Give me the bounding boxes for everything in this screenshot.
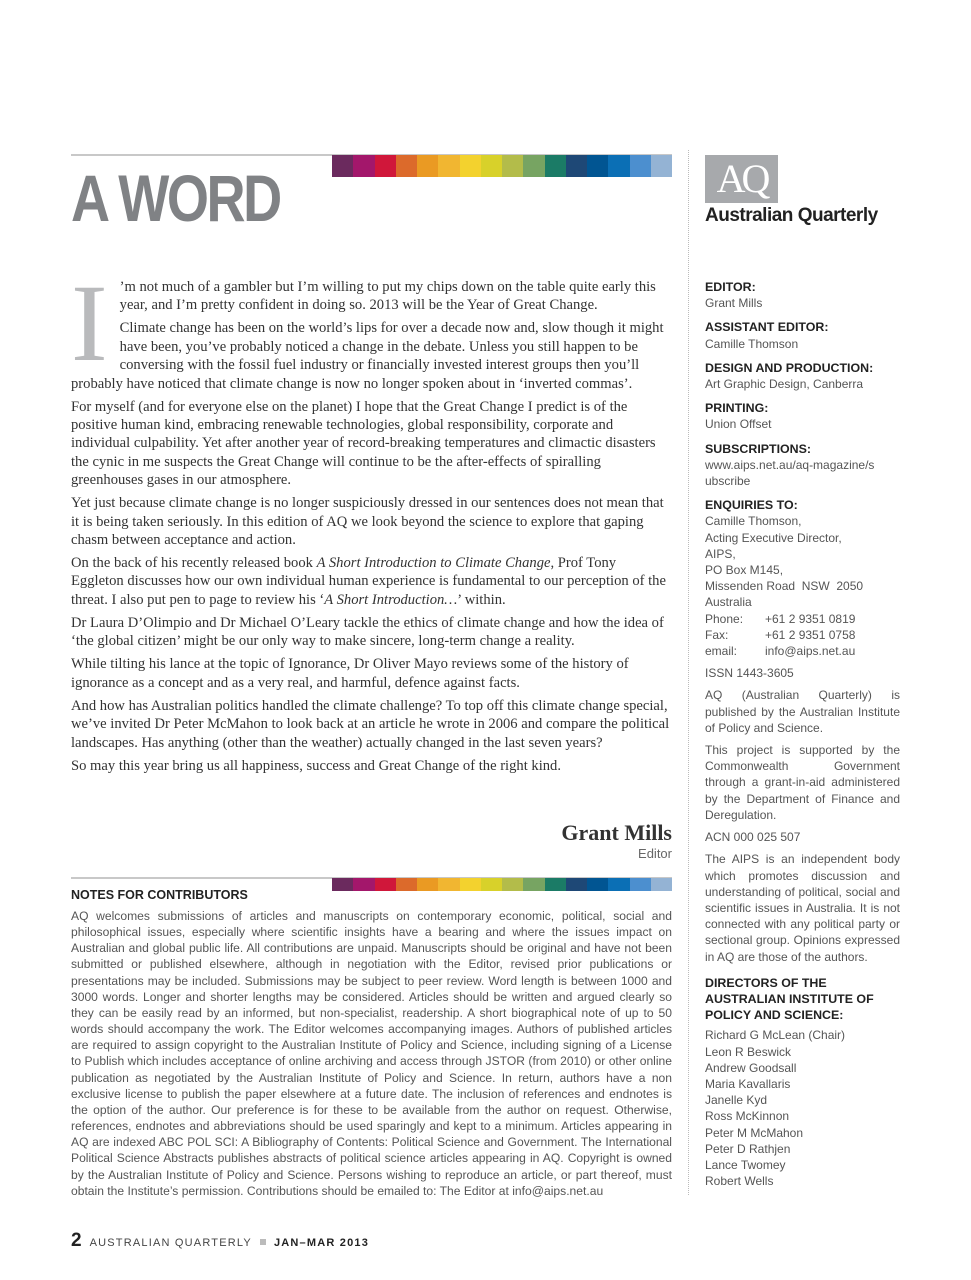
- enquiries-line: Missenden Road NSW 2050: [705, 579, 864, 594]
- color-swatch: [481, 878, 502, 891]
- notes-text: AQ welcomes submissions of articles and manuscripts on contemporary economic, political, social and philosophical issues, especially where scientific insights have a bearing and where the issues impact on Australian and global public life. All contributions are unpaid. Manuscripts should be original and have not been submitted or published elsewhere, although in negotiation with the Editor, revised prior publications or presentations may be included. Submissions may be subject to peer review. Word length is between 1000 and 3000 words. Longer and shorter lengths may be considered. Articles should be written and argued clearly so they can be easily read by an informed, but non-specialist, readership. A short biographical note of up to 50 words should accompany the work. The Editor welcomes accompanying images. Authors of published articles are required to assign copyright to the Australian Institute of Policy and Science, including signing of a License to Publish which includes acceptance of online archiving and access through JSTOR (from 2010) or other online publication as negotiated by the Australian Institute of Policy and Science. In return, authors have a non exclusive license to publish the paper elsewhere at a future date. The inclusion of references and endnotes is the option of the author. Our preference is for these to be available from the author on request. Otherwise, references, endnotes and abbreviations should be used sparingly and kept to a minimum. Articles appearing in AQ are indexed ABC POL SCI: A Bibliography of Contents: Political Science and Government. The International Political Science Abstracts publishes abstracts of political science articles appearing in AQ. Copyright is owned by the Australian Institute of Policy and Science. Persons wishing to reproduce an article, or part thereof, must obtain the Institute’s permission. Contributions should be emailed to: The Editor at info@aips.net.au: [71, 909, 672, 1198]
- editor-heading: EDITOR:: [705, 280, 756, 294]
- color-swatch: [587, 155, 608, 177]
- color-bar: [332, 155, 672, 177]
- printing-value: Union Offset: [705, 417, 772, 432]
- footer-publication: AUSTRALIAN QUARTERLY: [89, 1237, 252, 1249]
- color-swatch: [375, 155, 396, 177]
- paragraph: Yet just because climate change is no longer suspiciously dressed in our sentences does not mean that it is being taken seriously. In this edition of AQ we look beyond the science to explore that gaping chasm between acceptance and action.: [71, 495, 664, 549]
- director-name: Richard G McLean (Chair): [705, 1028, 846, 1043]
- signature-role: Editor: [638, 846, 672, 861]
- acn: ACN 000 025 507: [705, 830, 801, 845]
- directors-list: [705, 1027, 900, 1189]
- color-swatch: [566, 155, 587, 177]
- publication-name: Australian Quarterly: [705, 205, 878, 226]
- text: , Prof Tony Eggleton discusses how our own individual human experience is fundamental to our perception of the threat. I also put pen to page to review his ‘: [71, 555, 666, 608]
- director-name: Andrew Goodsall: [705, 1060, 797, 1075]
- subscriptions-link[interactable]: www.aips.net.au/aq-magazine/subscribe: [705, 457, 875, 489]
- email-label: email:: [705, 644, 738, 659]
- support-note: This project is supported by the Commonwealth Government through a grant-in-aid administered by the Department of Finance and Deregulation.: [705, 743, 900, 822]
- paragraph: ’m not much of a gambler but I’m willing to put my chips down on the table quite early this year, and I’m pretty confident in doing so. 2013 will be the Year of Great Change.: [119, 279, 656, 314]
- color-swatch: [523, 155, 544, 177]
- book-title: A Short Introduction to Climate Change: [316, 555, 551, 572]
- subscriptions-heading: SUBSCRIPTIONS:: [705, 441, 812, 456]
- paragraph: Dr Laura D’Olimpio and Dr Michael O’Leary tackle the ethics of climate change and how the idea of ‘the global citizen’ might be our only way to make sincere, long-term change a reality.: [71, 614, 664, 650]
- color-swatch: [587, 878, 608, 891]
- published-note: AQ (Australian Quarterly) is published by the Australian Institute of Policy and Science.: [705, 688, 900, 735]
- paragraph: For myself (and for everyone else on the planet) I hope that the Great Change I predict is of the positive human kind, embracing renewable technologies, global responsibility, corporate and individual culpability. Yet after another year of record-breaking temperatures and climactic disasters the cynic in me suspects the Great Change will continue to be the after-effects of spiralling greenhouses gases in our atmosphere.: [71, 398, 656, 489]
- page-title: A WORD: [71, 161, 280, 235]
- color-swatch: [417, 878, 438, 891]
- phone-value: +61 2 9351 0819: [765, 611, 856, 626]
- footer-issue: JAN–MAR 2013: [273, 1237, 370, 1249]
- email-row: [705, 643, 900, 659]
- design-value: Art Graphic Design, Canberra: [705, 377, 864, 392]
- enquiries-line: Australia: [705, 595, 752, 610]
- director-name: Peter M McMahon: [705, 1125, 804, 1140]
- color-swatch: [630, 878, 651, 891]
- enquiries-line: Acting Executive Director,: [705, 530, 842, 545]
- color-swatch: [545, 878, 566, 891]
- enquiries-line: Camille Thomson,: [705, 514, 802, 529]
- separator-square: [260, 1239, 266, 1245]
- enquiries-heading: ENQUIRIES TO:: [705, 498, 798, 513]
- notes-heading: NOTES FOR CONTRIBUTORS: [71, 888, 248, 902]
- color-swatch: [502, 155, 523, 177]
- color-swatch: [481, 155, 502, 177]
- editor-name: Grant Mills: [705, 296, 763, 311]
- director-name: Robert Wells: [705, 1174, 774, 1189]
- color-swatch: [375, 878, 396, 891]
- fax-row: [705, 627, 900, 643]
- color-swatch: [332, 878, 353, 891]
- signature: Grant Mills: [561, 820, 672, 845]
- color-swatch: [460, 878, 481, 891]
- enquiries-line: AIPS,: [705, 546, 736, 561]
- assistant-editor-heading: ASSISTANT EDITOR:: [705, 320, 829, 335]
- aips-note: The AIPS is an independent body which promotes discussion and understanding of political, social and scientific issues in Australia. It is not connected with any political party or sectional group. Opinions expressed in AQ are those of the authors.: [705, 852, 900, 964]
- color-swatch: [651, 155, 672, 177]
- paragraph: While tilting his lance at the topic of Ignorance, Dr Oliver Mayo reviews some of the history of ignorance as a concept and as a very real, and harmful, defence against facts.: [71, 656, 629, 691]
- color-swatch: [608, 878, 629, 891]
- directors-heading: DIRECTORS OF THE AUSTRALIAN INSTITUTE OF POLICY AND SCIENCE:: [705, 975, 874, 1023]
- column-divider: [688, 150, 689, 1195]
- paragraph: [71, 554, 672, 609]
- paragraph: Climate change has been on the world’s lips for over a decade now and, slow though it might have been, you’ve probably noticed a change in the debate. Unless you still happen to be conversing with the fossil fuel industry or financially invested interest groups then you’ll probably have noticed that climate change is now no longer spoken about in ‘inverted commas’.: [71, 320, 664, 392]
- director-name: Peter D Rathjen: [705, 1141, 791, 1156]
- phone-label: Phone:: [705, 611, 744, 626]
- drop-cap: I: [71, 262, 108, 384]
- text: On the back of his recently released book: [71, 555, 317, 572]
- color-swatch: [353, 155, 374, 177]
- color-swatch: [545, 155, 566, 177]
- book-title: A Short Introduction…: [324, 591, 458, 608]
- text: ’ within.: [457, 591, 506, 608]
- color-swatch: [566, 878, 587, 891]
- paragraph: So may this year bring us all happiness, success and Great Change of the right kind.: [71, 757, 562, 774]
- color-swatch: [523, 878, 544, 891]
- color-swatch: [332, 155, 353, 177]
- director-name: Lance Twomey: [705, 1157, 786, 1172]
- page-number: 2: [71, 1230, 82, 1251]
- color-swatch: [630, 155, 651, 177]
- color-swatch: [438, 878, 459, 891]
- color-swatch: [608, 155, 629, 177]
- printing-heading: PRINTING:: [705, 401, 769, 416]
- color-swatch: [417, 155, 438, 177]
- color-swatch: [353, 878, 374, 891]
- director-name: Janelle Kyd: [705, 1093, 768, 1108]
- fax-label: Fax:: [705, 627, 729, 642]
- color-bar: [332, 878, 672, 891]
- color-swatch: [396, 155, 417, 177]
- paragraph: And how has Australian politics handled the climate challenge? To top off this climate change special, we’ve invited Dr Peter McMahon to look back at an article he wrote in 2006 and compare the political landscapes. Has anything (other than the weather) actually changed in the last seven years?: [71, 697, 670, 751]
- editorial-body: [71, 262, 672, 780]
- page-footer: [71, 1230, 369, 1252]
- phone-row: [705, 611, 900, 627]
- color-swatch: [460, 155, 481, 177]
- issn: ISSN 1443-3605: [705, 666, 794, 681]
- director-name: Leon R Beswick: [705, 1044, 792, 1059]
- color-swatch: [502, 878, 523, 891]
- design-heading: DESIGN AND PRODUCTION:: [705, 360, 874, 375]
- masthead-sidebar: [705, 279, 900, 1189]
- email-link[interactable]: info@aips.net.au: [765, 644, 856, 659]
- director-name: Maria Kavallaris: [705, 1076, 791, 1091]
- assistant-editor-name: Camille Thomson: [705, 336, 799, 351]
- aq-logo: AQ: [705, 155, 778, 203]
- fax-value: +61 2 9351 0758: [765, 627, 856, 642]
- color-swatch: [651, 878, 672, 891]
- enquiries-line: PO Box M145,: [705, 563, 784, 578]
- director-name: Ross McKinnon: [705, 1109, 790, 1124]
- color-swatch: [396, 878, 417, 891]
- color-swatch: [438, 155, 459, 177]
